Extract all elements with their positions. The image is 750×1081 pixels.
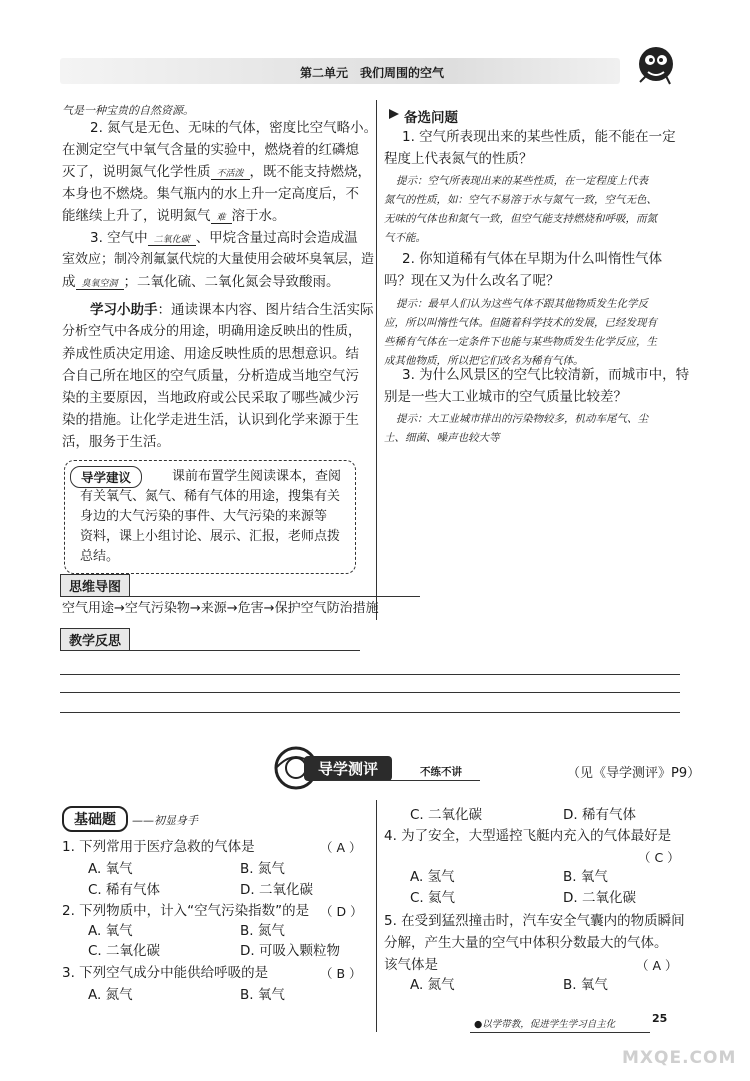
helper-line1 <box>90 299 374 321</box>
para3-line3 <box>62 271 340 295</box>
q1-opt-b: B. 氮气 <box>240 861 285 877</box>
q2-opt-d: D. 可吸入颗粒物 <box>240 943 340 959</box>
footer-rule <box>470 1032 650 1033</box>
q2-opt-a: A. 氧气 <box>88 923 133 939</box>
rq2-line1: 2. 你知道稀有气体在早期为什么叫惰性气体 <box>402 251 663 267</box>
para3-line1-c: 、甲烷含量过高时会造成温 <box>195 230 358 246</box>
rq3-line2: 别是一些大工业城市的空气质量比较差？ <box>384 389 627 405</box>
rt1-line1: 提示：空气所表现出来的某些性质，在一定程度上代表 <box>396 175 648 187</box>
q1-opt-a: A. 氧气 <box>88 861 133 877</box>
para2-line5 <box>62 205 286 229</box>
reflect-line-3 <box>60 712 680 713</box>
column-divider <box>376 100 377 620</box>
helper-label: 学习小助手 <box>90 302 158 318</box>
guide-line2: 有关氧气、氮气、稀有气体的用途，搜集有关 <box>80 489 341 504</box>
rt3-line2: 土、细菌、噪声也较大等 <box>384 432 500 444</box>
basic-label: 基础题 <box>62 806 128 832</box>
reflect-label: 教学反思 <box>60 628 130 651</box>
question-divider <box>376 800 377 1032</box>
reflect-line-2 <box>60 692 680 693</box>
right-label-arrow-icon <box>388 108 400 124</box>
para2-line3-c: ，既不能支持燃烧， <box>249 164 372 180</box>
helper-line3: 养成性质决定用途、用途反映性质的思想意识。结 <box>62 346 359 362</box>
footer-slogan: ●以学带教，促进学生学习自主化 <box>474 1019 616 1030</box>
guide-line5: 总结。 <box>80 549 120 564</box>
q1-stem: 1. 下列常用于医疗急救的气体是 <box>62 839 255 855</box>
q2-stem: 2. 下列物质中，计入“空气污染指数”的是 <box>62 903 310 919</box>
q5-opt-b: B. 氧气 <box>563 977 608 993</box>
q5-opt-a: A. 氮气 <box>410 977 455 993</box>
para2-line4: 本身也不燃烧。集气瓶内的水上升一定高度后，不 <box>62 186 359 202</box>
helper-line7: 活，服务于生活。 <box>62 434 170 450</box>
mindmap-label: 思维导图 <box>60 574 130 597</box>
q5-answer: （ A ） <box>636 958 678 973</box>
mindmap-flow: 空气用途→空气污染物→来源→危害→保护空气防治措施 <box>62 601 379 616</box>
guide-line3: 身边的大气污染的事件、大气污染的来源等 <box>80 509 328 524</box>
rt1-line4: 气不能。 <box>384 232 426 244</box>
q2-answer: （ D ） <box>320 904 363 919</box>
q3-opt-a: A. 氮气 <box>88 987 133 1003</box>
reflect-rule-top <box>60 650 360 651</box>
rt2-line3: 些稀有气体在一定条件下也能与某些物质发生化学反应，生 <box>384 336 657 348</box>
mindmap-rule <box>60 596 420 597</box>
helper-line5: 染的主要原因，当地政府或公民采取了哪些减少污 <box>62 390 359 406</box>
q2-opt-b: B. 氮气 <box>240 923 285 939</box>
basic-tag: ——初显身手 <box>132 814 198 827</box>
q3-answer: （ B ） <box>320 966 362 981</box>
banner-sub: 不练不讲 <box>420 766 462 778</box>
helper-line4: 合自己所在地区的空气质量，分析造成当地空气污 <box>62 368 359 384</box>
q4-answer: （ C ） <box>638 850 680 865</box>
rq1-line2: 程度上代表氮气的性质？ <box>384 151 533 167</box>
header-title: 第二单元 我们周围的空气 <box>300 66 445 80</box>
para2-line5-c: 溶于水。 <box>231 208 286 224</box>
q3-opt-d: D. 稀有气体 <box>563 807 636 823</box>
para2-line5-a: 能继续上升了，说明氮气 <box>62 208 211 224</box>
rt2-line2: 应，所以叫惰性气体。但随着科学技术的发展，已经发现有 <box>384 317 657 329</box>
banner-title: 导学测评 <box>304 756 392 781</box>
helper-line2: 分析空气中各成分的用途，明确用途反映出的性质， <box>62 324 362 339</box>
para2-line3-a: 灭了，说明氮气化学性质 <box>62 164 211 180</box>
rt1-line3: 无味的气体也和氮气一致，但空气能支持燃烧和呼吸，而氮 <box>384 213 657 225</box>
para2-line1: 2. 氮气是无色、无味的气体，密度比空气略小。 <box>90 120 378 136</box>
q3-stem: 3. 下列空气成分中能供给呼吸的是 <box>62 965 269 981</box>
q4-opt-d: D. 二氧化碳 <box>563 890 636 906</box>
q1-opt-d: D. 二氧化碳 <box>240 882 313 898</box>
watermark: MXQE.COM <box>622 1048 737 1068</box>
guide-line4: 资料，课上小组讨论、展示、汇报，老师点拨 <box>80 529 341 544</box>
para2-line2: 在测定空气中氧气含量的实验中，燃烧着的红磷熄 <box>62 142 359 158</box>
q4-stem: 4. 为了安全，大型遥控飞艇内充入的气体最好是 <box>384 828 672 844</box>
helper-line6: 染的措施。让化学走进生活，认识到化学来源于生 <box>62 412 359 428</box>
q3-opt-b: B. 氧气 <box>240 987 285 1003</box>
answer-ozone-hole: 臭氧空洞 <box>76 279 124 290</box>
rq1-line1: 1. 空气所表现出来的某些性质，能不能在一定 <box>402 129 676 145</box>
q5-stem-1: 5. 在受到猛烈撞击时，汽车安全气囊内的物质瞬间 <box>384 913 685 929</box>
right-label: 备选问题 <box>404 110 458 126</box>
helper-text-1: ：通读课本内容、图片结合生活实际 <box>157 302 374 318</box>
para3-line3-a: 成 <box>62 274 76 290</box>
rt2-line1: 提示：最早人们认为这些气体不跟其他物质发生化学反 <box>396 298 648 310</box>
guide-label: 导学建议 <box>70 466 142 488</box>
q2-opt-c: C. 二氧化碳 <box>88 943 161 959</box>
rt3-line1: 提示：大工业城市排出的污染物较多，机动车尾气、尘 <box>396 413 648 425</box>
page-number: 25 <box>652 1012 668 1025</box>
banner-rule <box>320 780 480 781</box>
answer-insoluble: 难 <box>211 213 232 224</box>
answer-co2: 二氧化碳 <box>148 235 196 246</box>
banner-ref: （见《导学测评》P9） <box>567 766 701 781</box>
q5-stem-3: 该气体是 <box>384 957 438 973</box>
para3-line2: 室效应；制冷剂氟氯代烷的大量使用会破坏臭氧层，造 <box>62 252 375 267</box>
q3-opt-c: C. 二氧化碳 <box>410 807 483 823</box>
guide-line1: 课前布置学生阅读课本，查阅 <box>172 469 342 484</box>
reflect-line-1 <box>60 674 680 675</box>
para3-line3-c: ；二氧化硫、二氧化氮会导致酸雨。 <box>123 274 340 290</box>
left-line-0: 气是一种宝贵的自然资源。 <box>62 104 194 117</box>
q5-stem-2: 分解，产生大量的空气中体积分数最大的气体。 <box>384 935 668 951</box>
q4-opt-b: B. 氧气 <box>563 869 608 885</box>
q1-opt-c: C. 稀有气体 <box>88 882 161 898</box>
rt2-line4: 成其他物质，所以把它们改名为稀有气体。 <box>384 355 584 367</box>
q4-opt-c: C. 氦气 <box>410 890 456 906</box>
rq2-line2: 吗？现在又为什么改名了呢？ <box>384 273 560 289</box>
q1-answer: （ A ） <box>320 840 362 855</box>
para3-line1-a: 3. 空气中 <box>90 230 148 246</box>
para3-line1 <box>90 227 358 251</box>
answer-inactive: 不活泼 <box>211 169 250 180</box>
q4-opt-a: A. 氢气 <box>410 869 455 885</box>
rt1-line2: 氮气的性质，如：空气不易溶于水与氮气一致，空气无色、 <box>384 194 657 206</box>
para2-line3 <box>62 161 371 185</box>
rq3-line1: 3. 为什么风景区的空气比较清新，而城市中，特 <box>402 367 690 383</box>
mascot-icon <box>630 42 682 94</box>
